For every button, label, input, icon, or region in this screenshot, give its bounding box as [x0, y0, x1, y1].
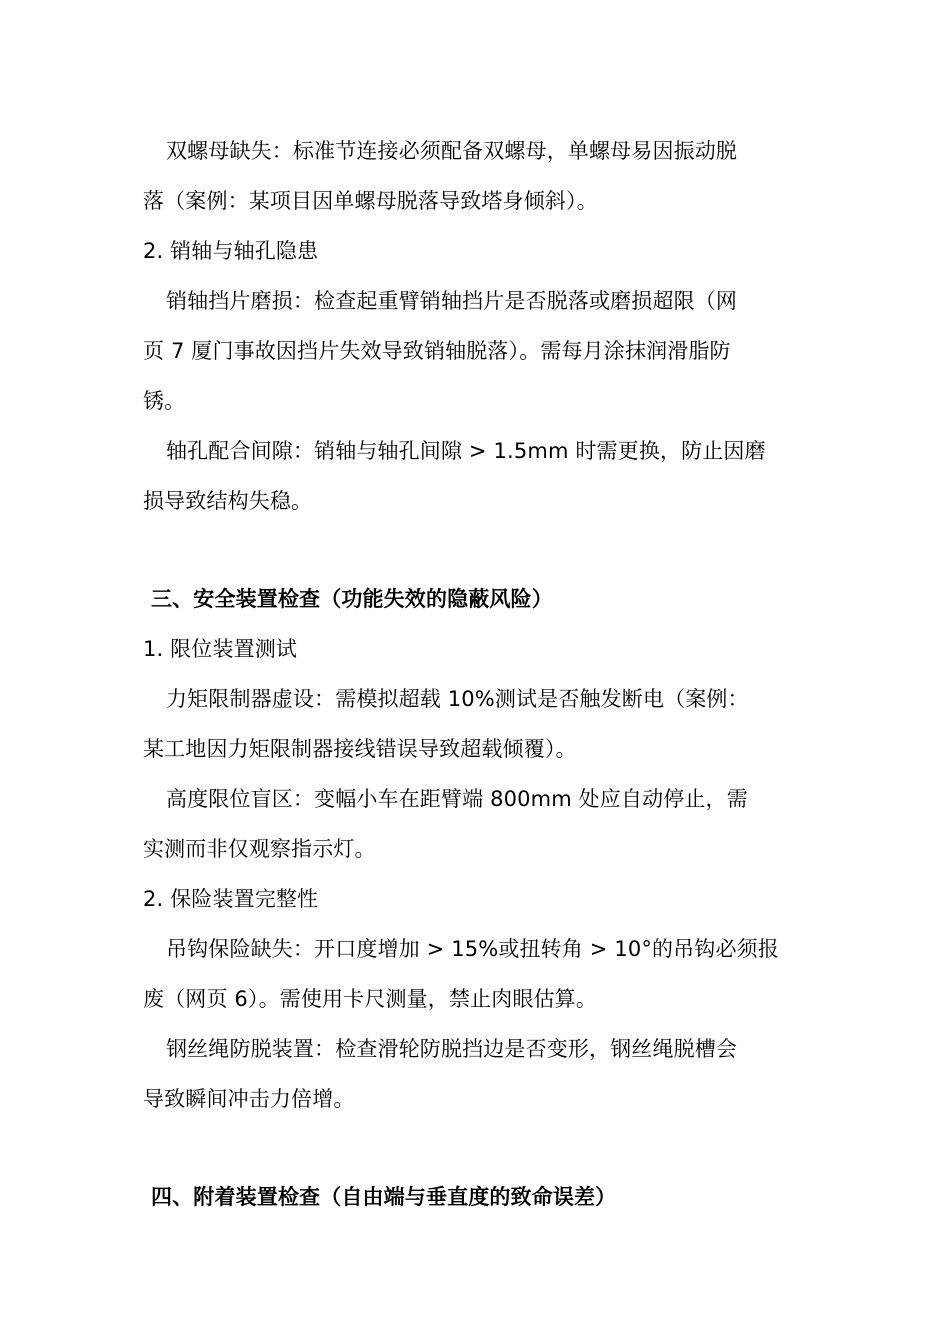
paragraph-line: 损导致结构失稳。	[143, 489, 313, 513]
paragraph-line: 销轴挡片磨损：检查起重臂销轴挡片是否脱落或磨损超限（网	[166, 289, 738, 313]
paragraph-line: 力矩限制器虚设：需模拟超载 10%测试是否触发断电（案例：	[166, 687, 749, 711]
section-gap	[143, 1124, 808, 1172]
paragraph-line: 钢丝绳防脱装置：检查滑轮防脱挡边是否变形，钢丝绳脱槽会	[166, 1037, 738, 1061]
subheading: 1. 限位装置测试	[143, 637, 298, 661]
paragraph-line: 锈。	[143, 389, 186, 413]
section-gap	[143, 526, 808, 574]
paragraph-line: 页 7 厦门事故因挡片失效导致销轴脱落）。需每月涂抹润滑脂防	[143, 339, 731, 363]
paragraph-line: 轴孔配合间隙：销轴与轴孔间隙 > 1.5mm 时需更换，防止因磨	[166, 439, 766, 463]
paragraph-line: 双螺母缺失：标准节连接必须配备双螺母，单螺母易因振动脱	[166, 139, 738, 163]
paragraph-line: 某工地因力矩限制器接线错误导致超载倾覆）。	[143, 737, 577, 761]
paragraph-line: 吊钩保险缺失：开口度增加 > 15%或扭转角 > 10°的吊钩必须报	[166, 937, 779, 961]
subheading: 2. 销轴与轴孔隐患	[143, 239, 319, 263]
section-heading: 四、附着装置检查（自由端与垂直度的致命误差）	[151, 1185, 617, 1209]
section-heading: 三、安全装置检查（功能失效的隐蔽风险）	[151, 587, 553, 611]
paragraph-line: 落（案例：某项目因单螺母脱落导致塔身倾斜）。	[143, 189, 598, 213]
paragraph-line: 废（网页 6）。需使用卡尺测量，禁止肉眼估算。	[143, 987, 597, 1011]
paragraph-line: 导致瞬间冲击力倍增。	[143, 1087, 355, 1111]
document-page	[143, 126, 808, 1222]
subheading: 2. 保险装置完整性	[143, 887, 319, 911]
paragraph-line: 实测而非仅观察指示灯。	[143, 837, 376, 861]
paragraph-line: 高度限位盲区：变幅小车在距臂端 800mm 处应自动停止，需	[166, 787, 748, 811]
